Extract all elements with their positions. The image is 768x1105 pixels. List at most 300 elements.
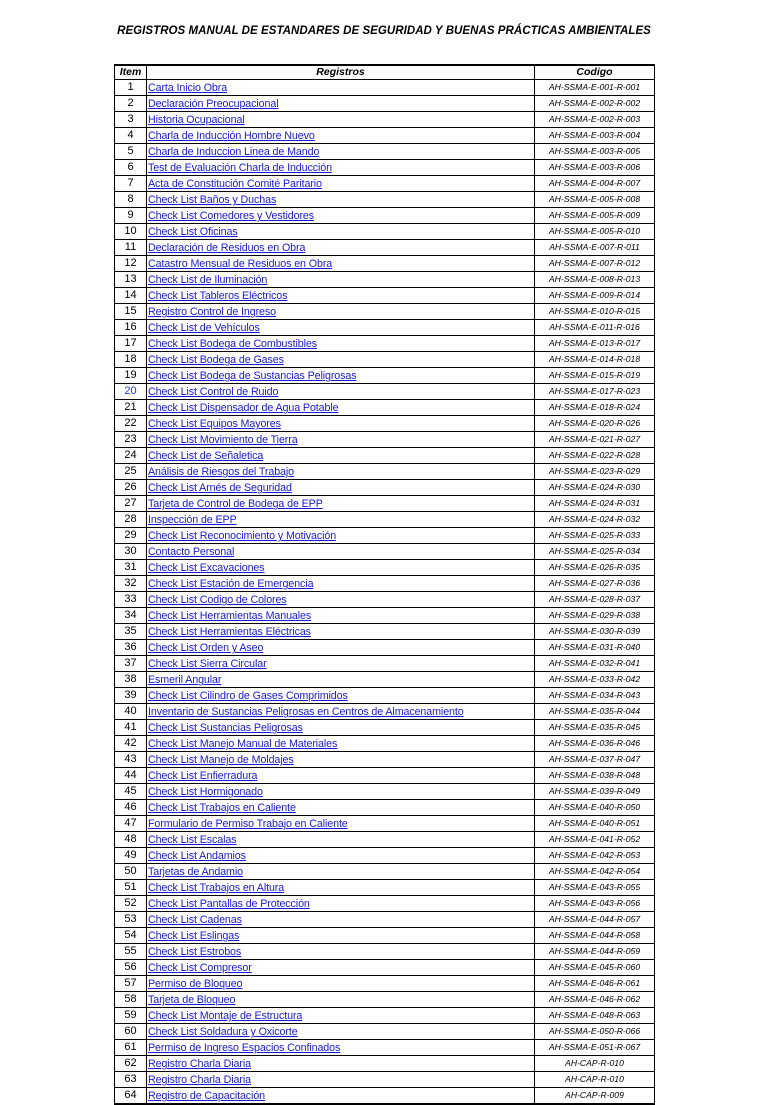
table-row xyxy=(115,224,655,240)
registro-link[interactable]: Check List Baños y Duchas xyxy=(148,194,277,207)
row-item-number: 63 xyxy=(115,1072,147,1088)
row-codigo: AH-SSMA-E-043-R-056 xyxy=(535,896,655,912)
row-registro-cell xyxy=(147,304,535,320)
row-codigo: AH-SSMA-E-033-R-042 xyxy=(535,672,655,688)
row-codigo: AH-SSMA-E-005-R-008 xyxy=(535,192,655,208)
table-row xyxy=(115,160,655,176)
registro-link[interactable]: Check List Hormigonado xyxy=(148,786,263,799)
registro-link[interactable]: Check List Oficinas xyxy=(148,226,238,239)
registro-link[interactable]: Check List Compresor xyxy=(148,962,252,975)
row-registro-cell xyxy=(147,608,535,624)
table-row xyxy=(115,272,655,288)
row-codigo: AH-SSMA-E-010-R-015 xyxy=(535,304,655,320)
row-item-number: 10 xyxy=(115,224,147,240)
table-row xyxy=(115,656,655,672)
row-codigo: AH-SSMA-E-046-R-062 xyxy=(535,992,655,1008)
registro-link[interactable]: Registro de Capacitación xyxy=(148,1090,266,1103)
row-codigo: AH-SSMA-E-027-R-036 xyxy=(535,576,655,592)
row-codigo: AH-SSMA-E-004-R-007 xyxy=(535,176,655,192)
registro-link[interactable]: Check List Orden y Aseo xyxy=(148,642,264,655)
row-codigo: AH-SSMA-E-022-R-028 xyxy=(535,448,655,464)
row-codigo: AH-SSMA-E-032-R-041 xyxy=(535,656,655,672)
row-item-number: 25 xyxy=(115,464,147,480)
row-item-number: 60 xyxy=(115,1024,147,1040)
registro-link[interactable]: Check List Equipos Mayores xyxy=(148,418,281,431)
table-row xyxy=(115,592,655,608)
row-codigo: AH-SSMA-E-024-R-030 xyxy=(535,480,655,496)
row-registro-cell xyxy=(147,832,535,848)
table-row xyxy=(115,928,655,944)
registro-link[interactable]: Check List Reconocimiento y Motivación xyxy=(148,530,337,543)
registro-link[interactable]: Permiso de Bloqueo xyxy=(148,978,243,991)
row-codigo: AH-SSMA-E-044-R-057 xyxy=(535,912,655,928)
row-item-number: 3 xyxy=(115,112,147,128)
registro-link[interactable]: Tarjeta de Bloqueo xyxy=(148,994,236,1007)
table-row xyxy=(115,752,655,768)
table-row xyxy=(115,336,655,352)
table-row xyxy=(115,1040,655,1056)
table-row xyxy=(115,576,655,592)
table-row xyxy=(115,240,655,256)
row-codigo: AH-SSMA-E-026-R-035 xyxy=(535,560,655,576)
registro-link[interactable]: Check List Control de Ruido xyxy=(148,386,279,399)
row-codigo: AH-SSMA-E-036-R-046 xyxy=(535,736,655,752)
table-row xyxy=(115,896,655,912)
row-item-number: 1 xyxy=(115,80,147,96)
row-codigo: AH-SSMA-E-024-R-031 xyxy=(535,496,655,512)
registro-link[interactable]: Check List Herramientas Manuales xyxy=(148,610,312,623)
row-item-number: 14 xyxy=(115,288,147,304)
row-registro-cell xyxy=(147,576,535,592)
row-item-number: 40 xyxy=(115,704,147,720)
table-row xyxy=(115,816,655,832)
registro-link[interactable]: Declaración Preocupacional xyxy=(148,98,279,111)
row-registro-cell xyxy=(147,688,535,704)
registro-link[interactable]: Carta Inicio Obra xyxy=(148,82,228,95)
registros-column-header: Registros xyxy=(147,65,535,80)
row-registro-cell xyxy=(147,416,535,432)
row-codigo: AH-SSMA-E-025-R-033 xyxy=(535,528,655,544)
row-codigo: AH-SSMA-E-042-R-054 xyxy=(535,864,655,880)
table-row xyxy=(115,800,655,816)
row-registro-cell xyxy=(147,240,535,256)
row-item-number: 11 xyxy=(115,240,147,256)
row-codigo: AH-SSMA-E-042-R-053 xyxy=(535,848,655,864)
row-registro-cell xyxy=(147,432,535,448)
registro-link[interactable]: Check List Herramientas Eléctricas xyxy=(148,626,311,639)
registro-link[interactable]: Contacto Personal xyxy=(148,546,235,559)
row-codigo: AH-SSMA-E-013-R-017 xyxy=(535,336,655,352)
row-item-number: 15 xyxy=(115,304,147,320)
registro-link[interactable]: Check List Estrobos xyxy=(148,946,242,959)
row-item-number: 4 xyxy=(115,128,147,144)
row-codigo: AH-SSMA-E-017-R-023 xyxy=(535,384,655,400)
table-row xyxy=(115,304,655,320)
row-registro-cell xyxy=(147,704,535,720)
row-registro-cell xyxy=(147,912,535,928)
table-body xyxy=(115,80,655,1105)
row-item-number: 45 xyxy=(115,784,147,800)
table-row xyxy=(115,880,655,896)
row-item-number: 46 xyxy=(115,800,147,816)
registro-link[interactable]: Check List Eslingas xyxy=(148,930,240,943)
row-registro-cell xyxy=(147,1056,535,1072)
row-item-number: 20 xyxy=(115,384,147,400)
registro-link[interactable]: Check List de Iluminación xyxy=(148,274,268,287)
row-registro-cell xyxy=(147,272,535,288)
registro-link[interactable]: Permiso de Ingreso Espacios Confinados xyxy=(148,1042,341,1055)
row-codigo: AH-SSMA-E-015-R-019 xyxy=(535,368,655,384)
row-registro-cell xyxy=(147,96,535,112)
row-item-number: 64 xyxy=(115,1088,147,1105)
table-row xyxy=(115,640,655,656)
registro-link[interactable]: Check List Comedores y Vestidores xyxy=(148,210,314,223)
registro-link[interactable]: Check List Cadenas xyxy=(148,914,242,927)
table-row xyxy=(115,832,655,848)
row-registro-cell xyxy=(147,208,535,224)
row-codigo: AH-SSMA-E-014-R-018 xyxy=(535,352,655,368)
registro-link[interactable]: Check List Soldadura y Oxicorte xyxy=(148,1026,298,1039)
registro-link[interactable]: Inspección de EPP xyxy=(148,514,237,527)
row-item-number: 37 xyxy=(115,656,147,672)
row-codigo: AH-SSMA-E-030-R-039 xyxy=(535,624,655,640)
registro-link[interactable]: Check List Trabajos en Caliente xyxy=(148,802,296,815)
row-registro-cell xyxy=(147,1088,535,1105)
row-codigo: AH-SSMA-E-011-R-016 xyxy=(535,320,655,336)
row-registro-cell xyxy=(147,720,535,736)
row-item-number: 21 xyxy=(115,400,147,416)
registro-link[interactable]: Check List Codigo de Colores xyxy=(148,594,287,607)
table-row xyxy=(115,944,655,960)
registro-link[interactable]: Tarjetas de Andamio xyxy=(148,866,243,879)
row-registro-cell xyxy=(147,464,535,480)
row-item-number: 36 xyxy=(115,640,147,656)
table-row xyxy=(115,528,655,544)
row-registro-cell xyxy=(147,352,535,368)
table-row xyxy=(115,192,655,208)
row-registro-cell xyxy=(147,528,535,544)
registro-link[interactable]: Check List Movimiento de Tierra xyxy=(148,434,298,447)
row-item-number: 39 xyxy=(115,688,147,704)
row-item-number: 35 xyxy=(115,624,147,640)
table-header-row xyxy=(115,65,655,80)
row-item-number: 8 xyxy=(115,192,147,208)
row-registro-cell xyxy=(147,288,535,304)
row-registro-cell xyxy=(147,320,535,336)
row-codigo: AH-SSMA-E-009-R-014 xyxy=(535,288,655,304)
row-codigo: AH-CAP-R-010 xyxy=(535,1072,655,1088)
registro-link[interactable]: Check List Enfierradura xyxy=(148,770,258,783)
row-item-number: 26 xyxy=(115,480,147,496)
row-codigo: AH-SSMA-E-007-R-011 xyxy=(535,240,655,256)
registro-link[interactable]: Check List Escalas xyxy=(148,834,237,847)
row-registro-cell xyxy=(147,112,535,128)
row-item-number: 48 xyxy=(115,832,147,848)
row-item-number: 47 xyxy=(115,816,147,832)
row-codigo: AH-SSMA-E-020-R-026 xyxy=(535,416,655,432)
row-registro-cell xyxy=(147,672,535,688)
row-codigo: AH-SSMA-E-044-R-058 xyxy=(535,928,655,944)
row-registro-cell xyxy=(147,976,535,992)
table-row xyxy=(115,480,655,496)
row-registro-cell xyxy=(147,144,535,160)
row-codigo: AH-SSMA-E-007-R-012 xyxy=(535,256,655,272)
registro-link[interactable]: Charla de Induccion Linea de Mando xyxy=(148,146,320,159)
registro-link[interactable]: Check List Bodega de Combustibles xyxy=(148,338,317,351)
row-codigo: AH-SSMA-E-035-R-044 xyxy=(535,704,655,720)
row-registro-cell xyxy=(147,992,535,1008)
table-row xyxy=(115,544,655,560)
registro-link[interactable]: Esmeril Angular xyxy=(148,674,222,687)
row-codigo: AH-SSMA-E-038-R-048 xyxy=(535,768,655,784)
table-row xyxy=(115,368,655,384)
row-registro-cell xyxy=(147,784,535,800)
codigo-column-header: Codigo xyxy=(535,65,655,80)
row-registro-cell xyxy=(147,656,535,672)
row-codigo: AH-SSMA-E-018-R-024 xyxy=(535,400,655,416)
row-codigo: AH-SSMA-E-025-R-034 xyxy=(535,544,655,560)
registro-link[interactable]: Formulario de Permiso Trabajo en Caliente xyxy=(148,818,348,831)
registro-link[interactable]: Check List Estación de Emergencia xyxy=(148,578,314,591)
registro-link[interactable]: Acta de Constitución Comité Paritario xyxy=(148,178,322,191)
registro-link[interactable]: Check List Manejo de Moldajes xyxy=(148,754,294,767)
table-row xyxy=(115,96,655,112)
registro-link[interactable]: Check List Manejo Manual de Materiales xyxy=(148,738,338,751)
row-item-number: 29 xyxy=(115,528,147,544)
row-codigo: AH-SSMA-E-048-R-063 xyxy=(535,1008,655,1024)
row-registro-cell xyxy=(147,368,535,384)
row-registro-cell xyxy=(147,848,535,864)
row-codigo: AH-SSMA-E-021-R-027 xyxy=(535,432,655,448)
table-row xyxy=(115,176,655,192)
row-item-number: 57 xyxy=(115,976,147,992)
table-row xyxy=(115,608,655,624)
registro-link[interactable]: Check List Bodega de Sustancias Peligrosas xyxy=(148,370,357,383)
row-item-number: 31 xyxy=(115,560,147,576)
table-row xyxy=(115,560,655,576)
table-row xyxy=(115,1024,655,1040)
row-registro-cell xyxy=(147,928,535,944)
registro-link[interactable]: Charla de Inducción Hombre Nuevo xyxy=(148,130,315,143)
row-codigo: AH-CAP-R-009 xyxy=(535,1088,655,1105)
row-codigo: AH-SSMA-E-039-R-049 xyxy=(535,784,655,800)
row-registro-cell xyxy=(147,384,535,400)
registro-link[interactable]: Check List Arnés de Seguridad xyxy=(148,482,292,495)
row-codigo: AH-SSMA-E-050-R-066 xyxy=(535,1024,655,1040)
row-codigo: AH-SSMA-E-040-R-050 xyxy=(535,800,655,816)
row-codigo: AH-SSMA-E-005-R-009 xyxy=(535,208,655,224)
row-item-number: 7 xyxy=(115,176,147,192)
row-codigo: AH-SSMA-E-040-R-051 xyxy=(535,816,655,832)
registro-link[interactable]: Check List Trabajos en Altura xyxy=(148,882,285,895)
row-codigo: AH-SSMA-E-003-R-004 xyxy=(535,128,655,144)
row-item-number: 62 xyxy=(115,1056,147,1072)
row-item-number: 6 xyxy=(115,160,147,176)
row-item-number: 56 xyxy=(115,960,147,976)
row-item-number: 42 xyxy=(115,736,147,752)
row-item-number: 18 xyxy=(115,352,147,368)
table-row xyxy=(115,384,655,400)
row-codigo: AH-SSMA-E-045-R-060 xyxy=(535,960,655,976)
table-row xyxy=(115,864,655,880)
registro-link[interactable]: Catastro Mensual de Residuos en Obra xyxy=(148,258,333,271)
row-codigo: AH-SSMA-E-003-R-006 xyxy=(535,160,655,176)
row-registro-cell xyxy=(147,544,535,560)
table-row xyxy=(115,784,655,800)
row-codigo: AH-SSMA-E-043-R-055 xyxy=(535,880,655,896)
row-registro-cell xyxy=(147,448,535,464)
registro-link[interactable]: Test de Evaluación Charla de Inducción xyxy=(148,162,332,175)
row-item-number: 61 xyxy=(115,1040,147,1056)
table-row xyxy=(115,992,655,1008)
row-item-number: 12 xyxy=(115,256,147,272)
registro-link[interactable]: Check List de Señaletica xyxy=(148,450,264,463)
registro-link[interactable]: Registro Control de Ingreso xyxy=(148,306,276,319)
row-item-number: 33 xyxy=(115,592,147,608)
row-codigo: AH-SSMA-E-028-R-037 xyxy=(535,592,655,608)
row-registro-cell xyxy=(147,624,535,640)
registro-link[interactable]: Registro Charla Diaria xyxy=(148,1074,251,1087)
registro-link[interactable]: Historia Ocupacional xyxy=(148,114,245,127)
table-row xyxy=(115,1088,655,1105)
row-item-number: 49 xyxy=(115,848,147,864)
row-item-number: 53 xyxy=(115,912,147,928)
row-codigo: AH-SSMA-E-037-R-047 xyxy=(535,752,655,768)
table-row xyxy=(115,432,655,448)
row-registro-cell xyxy=(147,1008,535,1024)
row-registro-cell xyxy=(147,1072,535,1088)
row-registro-cell xyxy=(147,128,535,144)
registro-link[interactable]: Declaración de Residuos en Obra xyxy=(148,242,306,255)
row-registro-cell xyxy=(147,800,535,816)
row-registro-cell xyxy=(147,640,535,656)
row-registro-cell xyxy=(147,256,535,272)
row-registro-cell xyxy=(147,160,535,176)
row-registro-cell xyxy=(147,592,535,608)
row-item-number: 55 xyxy=(115,944,147,960)
item-column-header: Item xyxy=(115,65,147,80)
registro-link[interactable]: Tarjeta de Control de Bodega de EPP xyxy=(148,498,323,511)
table-row xyxy=(115,848,655,864)
row-item-number: 52 xyxy=(115,896,147,912)
table-row xyxy=(115,672,655,688)
row-item-number: 24 xyxy=(115,448,147,464)
row-codigo: AH-SSMA-E-046-R-061 xyxy=(535,976,655,992)
table-row xyxy=(115,400,655,416)
row-codigo: AH-SSMA-E-002-R-002 xyxy=(535,96,655,112)
registro-link[interactable]: Check List Tableros Eléctricos xyxy=(148,290,288,303)
table-row xyxy=(115,1056,655,1072)
registro-link[interactable]: Registro Charla Diaria xyxy=(148,1058,251,1071)
row-registro-cell xyxy=(147,896,535,912)
row-registro-cell xyxy=(147,816,535,832)
registro-link[interactable]: Check List Sierra Circular xyxy=(148,658,267,671)
row-registro-cell xyxy=(147,864,535,880)
row-codigo: AH-SSMA-E-035-R-045 xyxy=(535,720,655,736)
table-row xyxy=(115,512,655,528)
row-codigo: AH-SSMA-E-034-R-043 xyxy=(535,688,655,704)
row-registro-cell xyxy=(147,752,535,768)
row-item-number: 19 xyxy=(115,368,147,384)
table-row xyxy=(115,768,655,784)
registro-link[interactable]: Check List Cilindro de Gases Comprimidos xyxy=(148,690,348,703)
row-codigo: AH-SSMA-E-002-R-003 xyxy=(535,112,655,128)
table-row xyxy=(115,960,655,976)
table-row xyxy=(115,912,655,928)
row-registro-cell xyxy=(147,336,535,352)
row-registro-cell xyxy=(147,224,535,240)
registro-link[interactable]: Check List Sustancias Peligrosas xyxy=(148,722,303,735)
row-item-number: 28 xyxy=(115,512,147,528)
table-row xyxy=(115,1008,655,1024)
table-row xyxy=(115,448,655,464)
row-item-number: 34 xyxy=(115,608,147,624)
table-row xyxy=(115,320,655,336)
table-row xyxy=(115,704,655,720)
row-item-number: 54 xyxy=(115,928,147,944)
row-registro-cell xyxy=(147,768,535,784)
row-registro-cell xyxy=(147,192,535,208)
row-codigo: AH-SSMA-E-044-R-059 xyxy=(535,944,655,960)
row-item-number: 44 xyxy=(115,768,147,784)
row-registro-cell xyxy=(147,480,535,496)
row-item-number: 2 xyxy=(115,96,147,112)
row-codigo: AH-SSMA-E-023-R-029 xyxy=(535,464,655,480)
registro-link[interactable]: Check List Pantallas de Protección xyxy=(148,898,310,911)
row-codigo: AH-SSMA-E-031-R-040 xyxy=(535,640,655,656)
registro-link[interactable]: Check List Dispensador de Agua Potable xyxy=(148,402,339,415)
table-row xyxy=(115,688,655,704)
row-registro-cell xyxy=(147,1024,535,1040)
registro-link[interactable]: Check List de Vehículos xyxy=(148,322,260,335)
row-codigo: AH-CAP-R-010 xyxy=(535,1056,655,1072)
table-row xyxy=(115,624,655,640)
table-row xyxy=(115,416,655,432)
row-codigo: AH-SSMA-E-008-R-013 xyxy=(535,272,655,288)
row-item-number: 59 xyxy=(115,1008,147,1024)
row-codigo: AH-SSMA-E-051-R-067 xyxy=(535,1040,655,1056)
row-registro-cell xyxy=(147,512,535,528)
registros-table xyxy=(114,64,655,1105)
table-row xyxy=(115,1072,655,1088)
row-registro-cell xyxy=(147,80,535,96)
registro-link[interactable]: Check List Montaje de Estructura xyxy=(148,1010,303,1023)
row-item-number: 5 xyxy=(115,144,147,160)
registro-link[interactable]: Check List Bodega de Gases xyxy=(148,354,284,367)
row-registro-cell xyxy=(147,176,535,192)
row-item-number: 30 xyxy=(115,544,147,560)
registro-link[interactable]: Inventario de Sustancias Peligrosas en Centros de Almacenamiento xyxy=(148,706,464,719)
row-item-number: 43 xyxy=(115,752,147,768)
row-registro-cell xyxy=(147,496,535,512)
table-row xyxy=(115,144,655,160)
row-item-number: 17 xyxy=(115,336,147,352)
row-item-number: 23 xyxy=(115,432,147,448)
registro-link[interactable]: Check List Excavaciones xyxy=(148,562,265,575)
table-row xyxy=(115,352,655,368)
row-codigo: AH-SSMA-E-024-R-032 xyxy=(535,512,655,528)
row-registro-cell xyxy=(147,880,535,896)
row-registro-cell xyxy=(147,960,535,976)
row-codigo: AH-SSMA-E-029-R-038 xyxy=(535,608,655,624)
row-item-number: 32 xyxy=(115,576,147,592)
registro-link[interactable]: Check List Andamios xyxy=(148,850,246,863)
row-codigo: AH-SSMA-E-005-R-010 xyxy=(535,224,655,240)
row-item-number: 41 xyxy=(115,720,147,736)
row-codigo: AH-SSMA-E-003-R-005 xyxy=(535,144,655,160)
row-item-number: 22 xyxy=(115,416,147,432)
registro-link[interactable]: Análisis de Riesgos del Trabajo xyxy=(148,466,295,479)
